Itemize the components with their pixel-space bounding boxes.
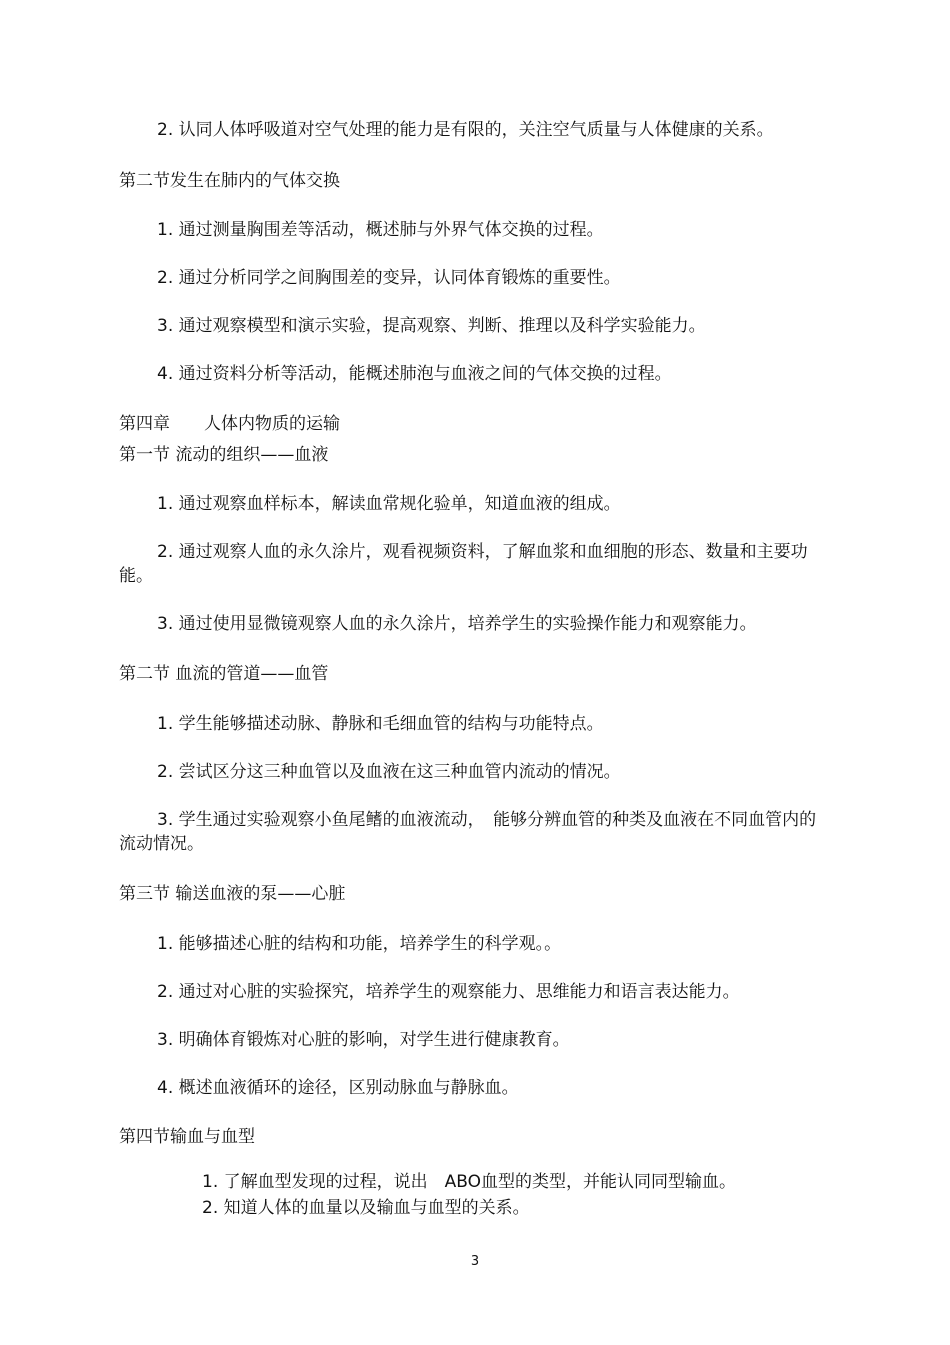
section-heading: 第三节 输送血液的泵——心脏 [119,884,346,904]
paragraph: 1. 能够描述心脏的结构和功能，培养学生的科学观。。 [157,934,562,954]
section-heading: 第二节 血流的管道——血管 [119,664,329,684]
paragraph: 2. 认同人体呼吸道对空气处理的能力是有限的，关注空气质量与人体健康的关系。 [157,120,774,140]
list-item: 1. 了解血型发现的过程，说出 ABO血型的类型，并能认同同型输血。 [202,1172,736,1192]
chapter-heading: 第四章 人体内物质的运输 [119,414,340,434]
paragraph: 3. 通过观察模型和演示实验，提高观察、判断、推理以及科学实验能力。 [157,316,706,336]
section-heading: 第二节发生在肺内的气体交换 [119,171,340,191]
paragraph: 1. 通过测量胸围差等活动，概述肺与外界气体交换的过程。 [157,220,604,240]
paragraph: 2. 通过对心脏的实验探究，培养学生的观察能力、思维能力和语言表达能力。 [157,982,740,1002]
paragraph: 3. 通过使用显微镜观察人血的永久涂片，培养学生的实验操作能力和观察能力。 [157,614,757,634]
page-number: 3 [470,1254,480,1269]
section-heading: 第一节 流动的组织——血液 [119,445,329,465]
paragraph: 1. 通过观察血样标本，解读血常规化验单，知道血液的组成。 [157,494,621,514]
paragraph: 3. 学生通过实验观察小鱼尾鳍的血液流动， 能够分辨血管的种类及血液在不同血管内的流动情况。 [119,810,817,854]
paragraph: 1. 学生能够描述动脉、静脉和毛细血管的结构与功能特点。 [157,714,604,734]
paragraph: 2. 通过观察人血的永久涂片，观看视频资料，了解血浆和血细胞的形态、数量和主要功能。 [119,542,808,586]
list-item: 2. 知道人体的血量以及输血与血型的关系。 [202,1198,530,1218]
paragraph: 4. 通过资料分析等活动，能概述肺泡与血液之间的气体交换的过程。 [157,364,672,384]
paragraph: 4. 概述血液循环的途径，区别动脉血与静脉血。 [157,1078,519,1098]
paragraph: 2. 通过分析同学之间胸围差的变异，认同体育锻炼的重要性。 [157,268,621,288]
paragraph: 2. 尝试区分这三种血管以及血液在这三种血管内流动的情况。 [157,762,621,782]
paragraph: 3. 明确体育锻炼对心脏的影响，对学生进行健康教育。 [157,1030,570,1050]
section-heading: 第四节输血与血型 [119,1127,255,1147]
